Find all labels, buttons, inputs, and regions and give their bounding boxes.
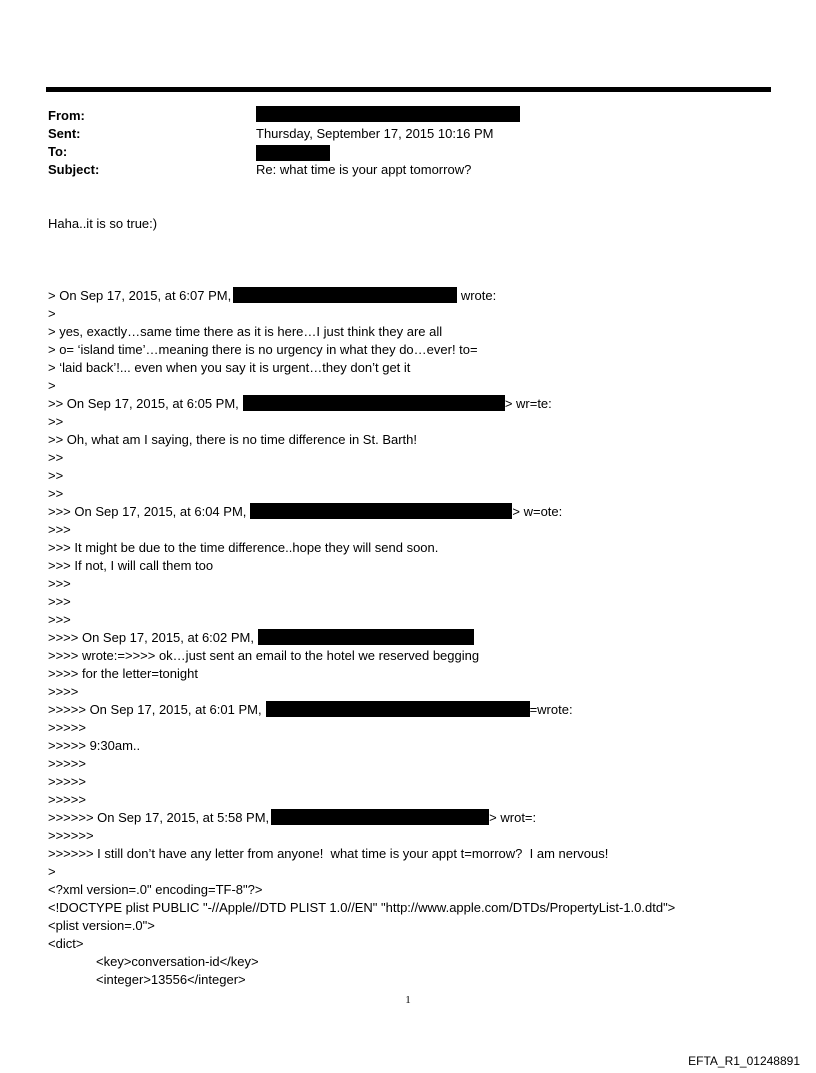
- quote-line: >>: [48, 414, 64, 429]
- quote-line: [48, 629, 768, 647]
- quote-line: [48, 701, 768, 719]
- quote-line: >>> If not, I will call them too: [48, 558, 214, 573]
- quote-line: >: [48, 378, 56, 393]
- quote-line: >>>> for the letter=tonight: [48, 666, 198, 681]
- quote-line: > yes, exactly…same time there as it is here…I just think they are all: [48, 324, 443, 339]
- page-number: 1: [405, 994, 411, 1006]
- quote-line: >>>>>: [48, 792, 86, 807]
- quote-line: >>: [48, 486, 64, 501]
- quote-line: <!DOCTYPE plist PUBLIC "-//Apple//DTD PLIST 1.0//EN" "http://www.apple.com/DTDs/PropertyList-1.0.dtd">: [48, 900, 676, 915]
- quote-line: >>>: [48, 522, 71, 537]
- quote-line: <plist version=.0">: [48, 918, 155, 933]
- redaction: [258, 629, 474, 645]
- quote-line: >: [48, 864, 56, 879]
- quote-line: >>> It might be due to the time difference..hope they will send soon.: [48, 540, 439, 555]
- quote-line: <?xml version=.0" encoding=TF-8"?>: [48, 882, 263, 897]
- quote-line: >>>>>>: [48, 828, 94, 843]
- to-label: To:: [48, 144, 68, 159]
- quote-line: >>: [48, 450, 64, 465]
- quote-line: > ‘laid back’!... even when you say it is urgent…they don’t get it: [48, 360, 411, 375]
- redaction: [266, 701, 530, 717]
- quote-line: <dict>: [48, 936, 84, 951]
- quote-line: [48, 503, 768, 521]
- from-label: From:: [48, 108, 85, 123]
- quote-line: >>: [48, 468, 64, 483]
- redaction: [233, 287, 457, 303]
- quote-text: > On Sep 17, 2015, at 6:07 PM,: [48, 288, 232, 303]
- redaction: [250, 503, 512, 519]
- quoted-thread: [48, 287, 768, 989]
- quote-line: <integer>13556</integer>: [96, 972, 246, 987]
- quote-line: > o= ‘island time’…meaning there is no urgency in what they do…ever! to=: [48, 342, 478, 357]
- redaction: [243, 395, 505, 411]
- quote-line: >>>>> 9:30am..: [48, 738, 141, 753]
- quote-line: >>>>>: [48, 756, 86, 771]
- quote-line: >>>>: [48, 684, 79, 699]
- quote-text: > wr=te:: [504, 396, 552, 411]
- quote-line: >>>: [48, 612, 71, 627]
- quote-text: wrote:: [457, 288, 497, 303]
- quote-text: >>>>> On Sep 17, 2015, at 6:01 PM,: [48, 702, 262, 717]
- quote-line: [48, 287, 768, 305]
- quote-line: >>>>>: [48, 720, 86, 735]
- quote-text: >>>>>> On Sep 17, 2015, at 5:58 PM,: [48, 810, 270, 825]
- sent-label: Sent:: [48, 126, 81, 141]
- subject-value: Re: what time is your appt tomorrow?: [256, 162, 472, 177]
- quote-text: > wrot=:: [489, 810, 537, 825]
- quote-line: >>>> wrote:=>>>> ok…just sent an email to the hotel we reserved begging: [48, 648, 480, 663]
- quote-line: >>>: [48, 594, 71, 609]
- header-rule: [46, 87, 771, 92]
- quote-line: [48, 395, 768, 413]
- quote-line: >>>: [48, 576, 71, 591]
- quote-line: >>>>>: [48, 774, 86, 789]
- quote-line: [48, 809, 768, 827]
- sent-value: Thursday, September 17, 2015 10:16 PM: [256, 126, 494, 141]
- document-id: EFTA_R1_01248891: [688, 1054, 800, 1068]
- quote-text: >>> On Sep 17, 2015, at 6:04 PM,: [48, 504, 247, 519]
- quote-line: <key>conversation-id</key>: [96, 954, 259, 969]
- redaction: [271, 809, 489, 825]
- from-redaction: [256, 106, 520, 122]
- to-redaction: [256, 145, 330, 161]
- quote-text: >>>> On Sep 17, 2015, at 6:02 PM,: [48, 630, 254, 645]
- quote-text: >> On Sep 17, 2015, at 6:05 PM,: [48, 396, 239, 411]
- quote-text: > w=ote:: [512, 504, 563, 519]
- quote-line: >> Oh, what am I saying, there is no time difference in St. Barth!: [48, 432, 418, 447]
- quote-line: >>>>>> I still don’t have any letter from anyone! what time is your appt t=morrow? I am nervous!: [48, 846, 609, 861]
- quote-line: >: [48, 306, 56, 321]
- message-body: Haha..it is so true:): [48, 216, 158, 231]
- quote-text: =wrote:: [529, 702, 573, 717]
- subject-label: Subject:: [48, 162, 100, 177]
